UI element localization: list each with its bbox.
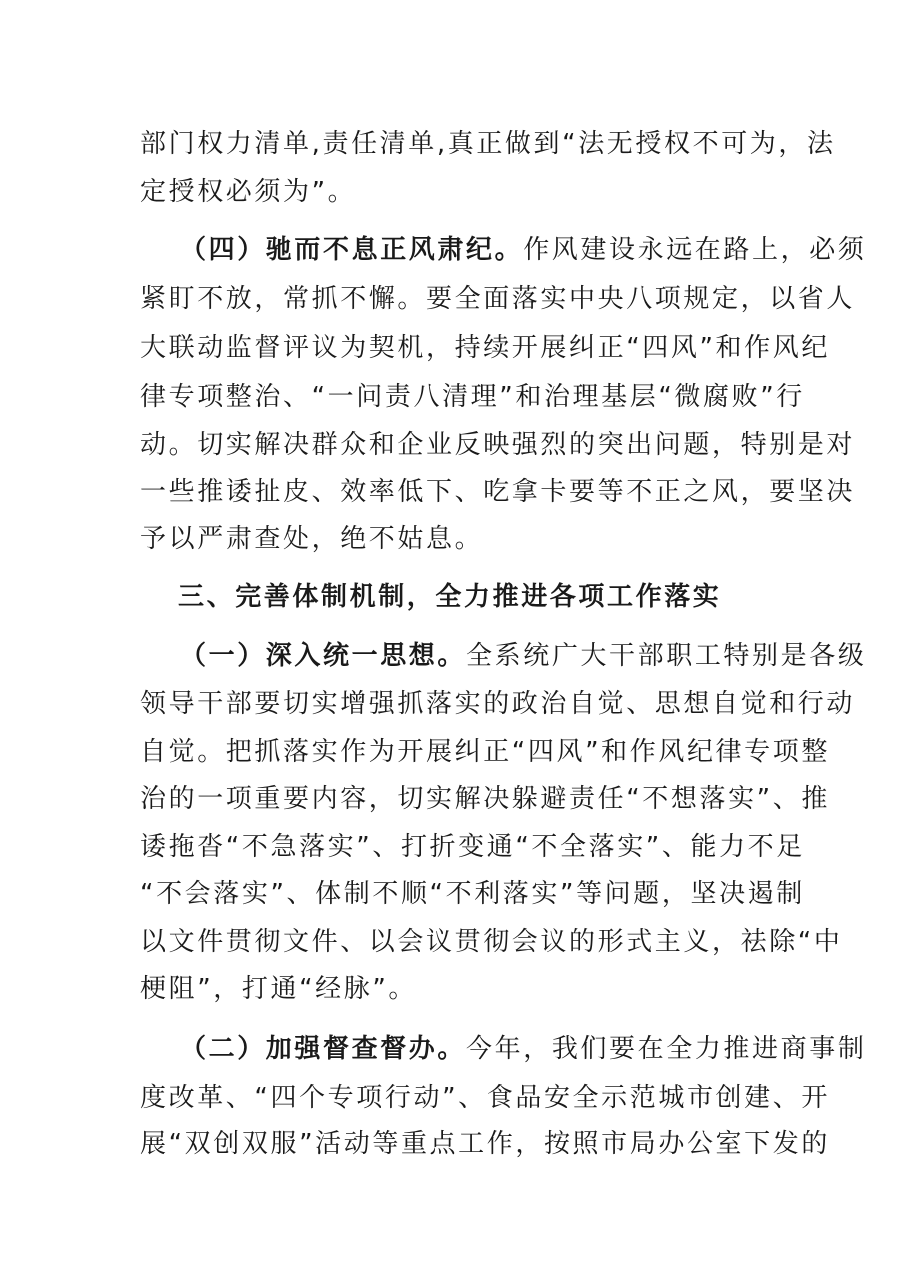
paragraph-text: 领导干部要切实增强抓落实的政治自觉、思想自觉和行动	[140, 689, 856, 719]
paragraph-text: 律专项整治、“一问责八清理”和治理基层“微腐败”行	[140, 382, 805, 412]
paragraph-heading: （二）加强督查督办。	[180, 1034, 467, 1064]
paragraph-line	[180, 1033, 866, 1065]
paragraph-text: 今年，我们要在全力推进商事制	[466, 1034, 867, 1064]
paragraph-text: 全系统广大干部职工特别是各级	[466, 641, 867, 671]
paragraph-text: 治的一项重要内容，切实解决躲避责任“不想落实”、推	[140, 784, 830, 814]
paragraph-text: 大联动监督评议为契机，持续开展纠正“四风”和作风纪	[140, 333, 830, 363]
paragraph-line	[140, 381, 805, 413]
paragraph-text: 部门权力清单,责任清单,真正做到“法无授权不可为，法	[140, 129, 836, 159]
paragraph-line	[140, 332, 830, 364]
paragraph-line	[140, 283, 855, 315]
paragraph-text: 动。切实解决群众和企业反映强烈的突出问题，特别是对	[140, 430, 856, 460]
section-title	[178, 581, 721, 613]
paragraph-text: 定授权必须为”。	[140, 177, 357, 207]
paragraph-text: 一些推诿扯皮、效率低下、吃拿卡要等不正之风，要坚决	[140, 477, 856, 507]
paragraph-text: 以文件贯彻文件、以会议贯彻会议的形式主义，祛除“中	[140, 927, 843, 957]
paragraph-text: 度改革、“四个专项行动”、食品安全示范城市创建、开	[140, 1083, 830, 1113]
paragraph-line	[180, 234, 866, 266]
paragraph-heading: （四）驰而不息正风肃纪。	[180, 235, 524, 265]
paragraph-line	[140, 688, 855, 720]
paragraph-line	[140, 736, 830, 768]
paragraph-text: 予以严肃查处，绝不姑息。	[140, 524, 484, 554]
paragraph-line	[140, 926, 842, 958]
paragraph-line	[140, 878, 805, 910]
paragraph-text: 作风建设永远在路上，必须	[523, 235, 867, 265]
paragraph-line	[140, 429, 855, 461]
paragraph-line	[180, 640, 866, 672]
paragraph-text: 梗阻”，打通“经脉”。	[140, 974, 418, 1004]
paragraph-heading: （一）深入统一思想。	[180, 641, 467, 671]
paragraph-line	[140, 476, 855, 508]
paragraph-line	[140, 831, 805, 863]
paragraph-text: 自觉。把抓落实作为开展纠正“四风”和作风纪律专项整	[140, 737, 830, 767]
paragraph-text: “不会落实”、体制不顺“不利落实”等问题，坚决遏制	[140, 879, 805, 909]
paragraph-line	[140, 783, 830, 815]
section-title-text: 三、完善体制机制，全力推进各项工作落实	[178, 582, 722, 612]
paragraph-text: 展“双创双服”活动等重点工作，按照市局办公室下发的	[140, 1129, 830, 1159]
paragraph-text: 紧盯不放，常抓不懈。要全面落实中央八项规定，以省人	[140, 284, 856, 314]
paragraph-line	[140, 176, 356, 208]
paragraph-text: 诿拖沓“不急落实”、打折变通“不全落实”、能力不足	[140, 832, 805, 862]
paragraph-line	[140, 128, 836, 160]
paragraph-line	[140, 1128, 830, 1160]
paragraph-line	[140, 523, 483, 555]
paragraph-line	[140, 1082, 830, 1114]
paragraph-line	[140, 973, 417, 1005]
